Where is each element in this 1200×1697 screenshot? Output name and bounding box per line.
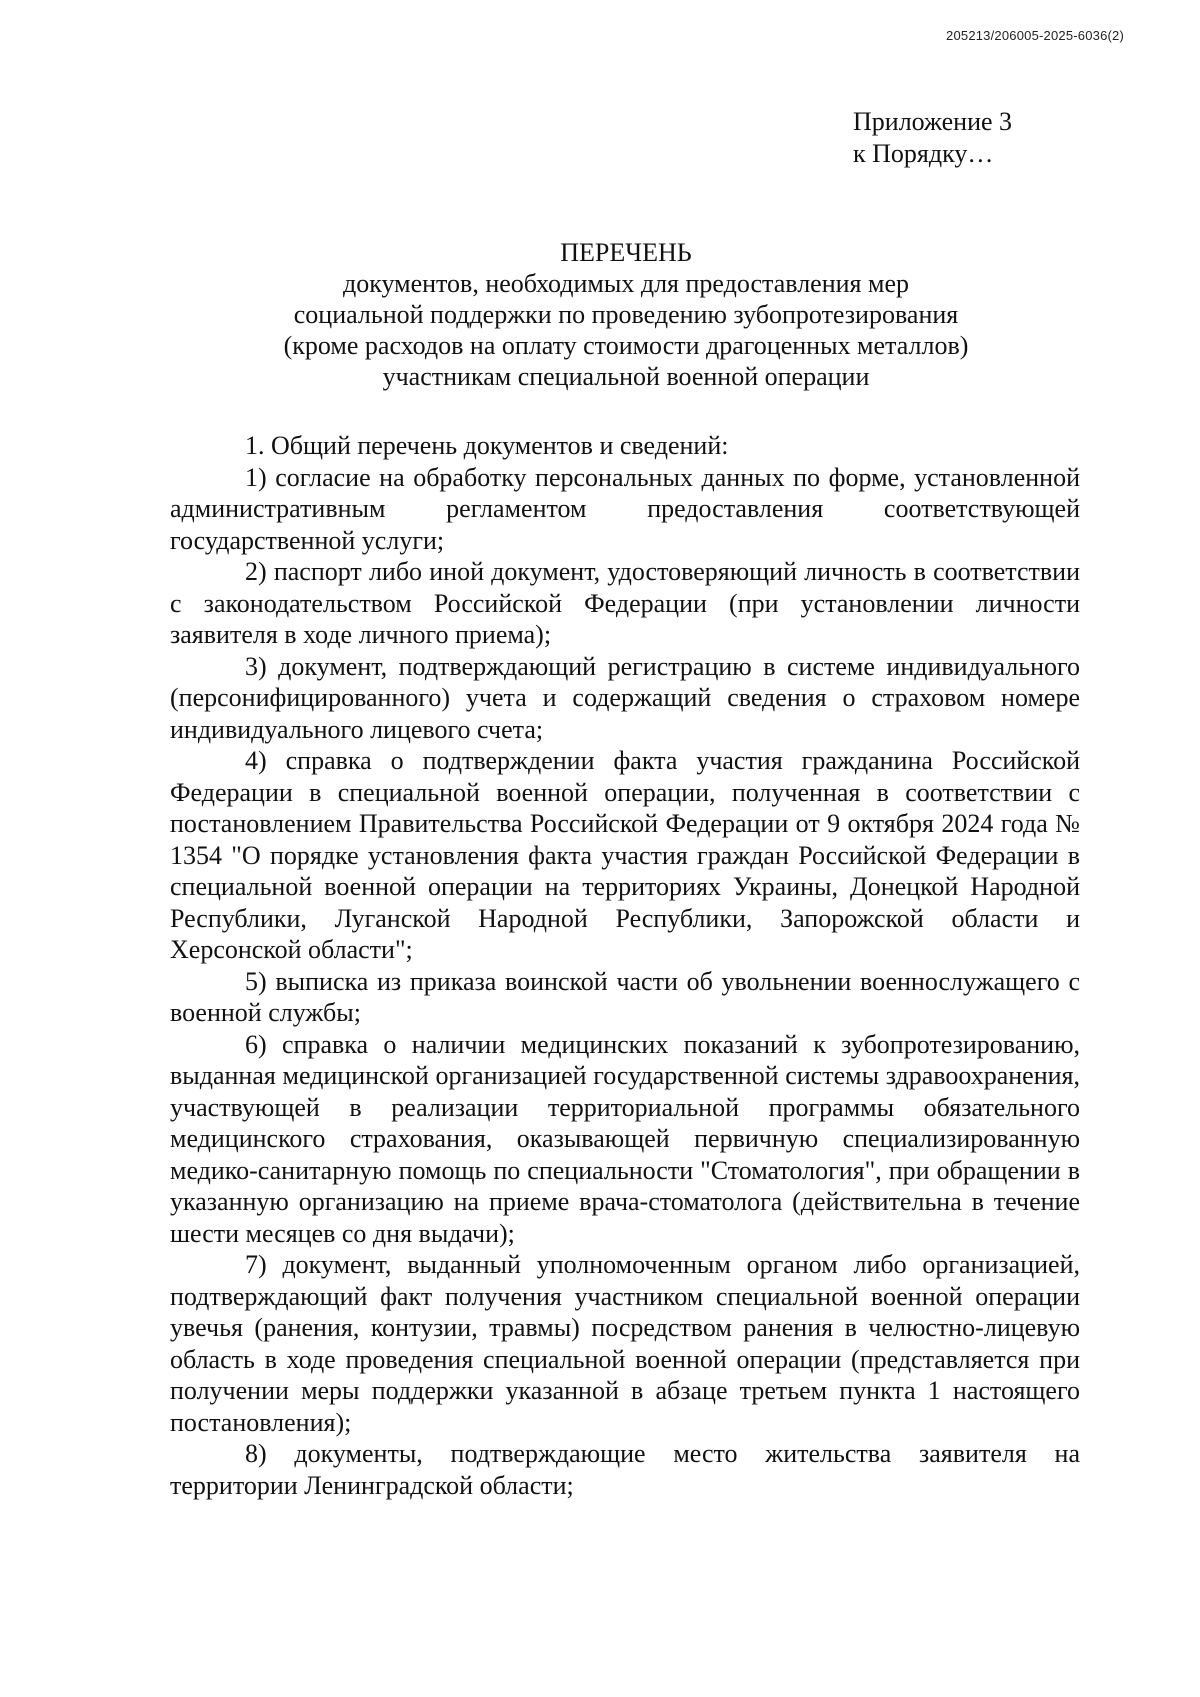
title-line: (кроме расходов на оплату стоимости драгоценных металлов) (283, 331, 969, 360)
list-item: 7) документ, выданный уполномоченным органом либо организацией, подтверждающий факт получения участником специальной военной операции увечья (ранения, контузии, травмы) посредством ранения в челюстно-лицевую область в ходе проведения специальной военной операции (представляется при получении меры поддержки указанной в абзаце третьем пункта 1 настоящего постановления); (170, 1250, 1080, 1437)
document-registration-number: 205213/206005-2025-6036(2) (946, 28, 1124, 43)
list-item: 3) документ, подтверждающий регистрацию в системе индивидуального (персонифицированного) учета и содержащий сведения о страховом номере индивидуального лицевого счета; (170, 651, 1080, 744)
list-item: 2) паспорт либо иной документ, удостоверяющий личность в соответствии с законодательством Российской Федерации (при установлении личности заявителя в ходе личного приема); (170, 557, 1080, 649)
title-line: участникам специальной военной операции (382, 362, 870, 391)
document-body (170, 430, 1080, 1501)
title-line: социальной поддержки по проведению зубопротезирования (293, 300, 959, 329)
list-item: 1) согласие на обработку персональных данных по форме, установленной административным регламентом предоставления соответствующей государственной услуги; (170, 462, 1080, 555)
section-heading: 1. Общий перечень документов и сведений: (245, 431, 729, 460)
appendix-parent-document: к Порядку… (853, 139, 994, 168)
appendix-number: Приложение 3 (853, 107, 1013, 136)
list-item: 5) выписка из приказа воинской части об увольнении военнослужащего с военной службы; (170, 966, 1080, 1027)
title-line: документов, необходимых для предоставления мер (342, 269, 909, 298)
appendix-reference (853, 106, 1012, 170)
list-item: 6) справка о наличии медицинских показаний к зубопротезированию, выданная медицинской организацией государственной системы здравоохранения, участвующей в реализации территориальной программы обязательного медицинского страхования, оказывающей первичную специализированную медико-санитарную помощь по специальности "Стоматология", при обращении в указанную организацию на приеме врача-стоматолога (действительна в течение шести месяцев со дня выдачи); (170, 1029, 1080, 1248)
document-title (0, 237, 1200, 392)
title-heading: ПЕРЕЧЕНЬ (560, 238, 692, 267)
list-item: 4) справка о подтверждении факта участия гражданина Российской Федерации в специальной военной операции, полученная в соответствии с постановлением Правительства Российской Федерации от 9 октября 2024 года № 1354 "О порядке установления факта участия граждан Российской Федерации в специальной военной операции на территориях Украины, Донецкой Народной Республики, Луганской Народной Республики, Запорожской области и Херсонской области"; (170, 746, 1080, 964)
list-item: 8) документы, подтверждающие место жительства заявителя на территории Ленинградской области; (170, 1439, 1080, 1500)
